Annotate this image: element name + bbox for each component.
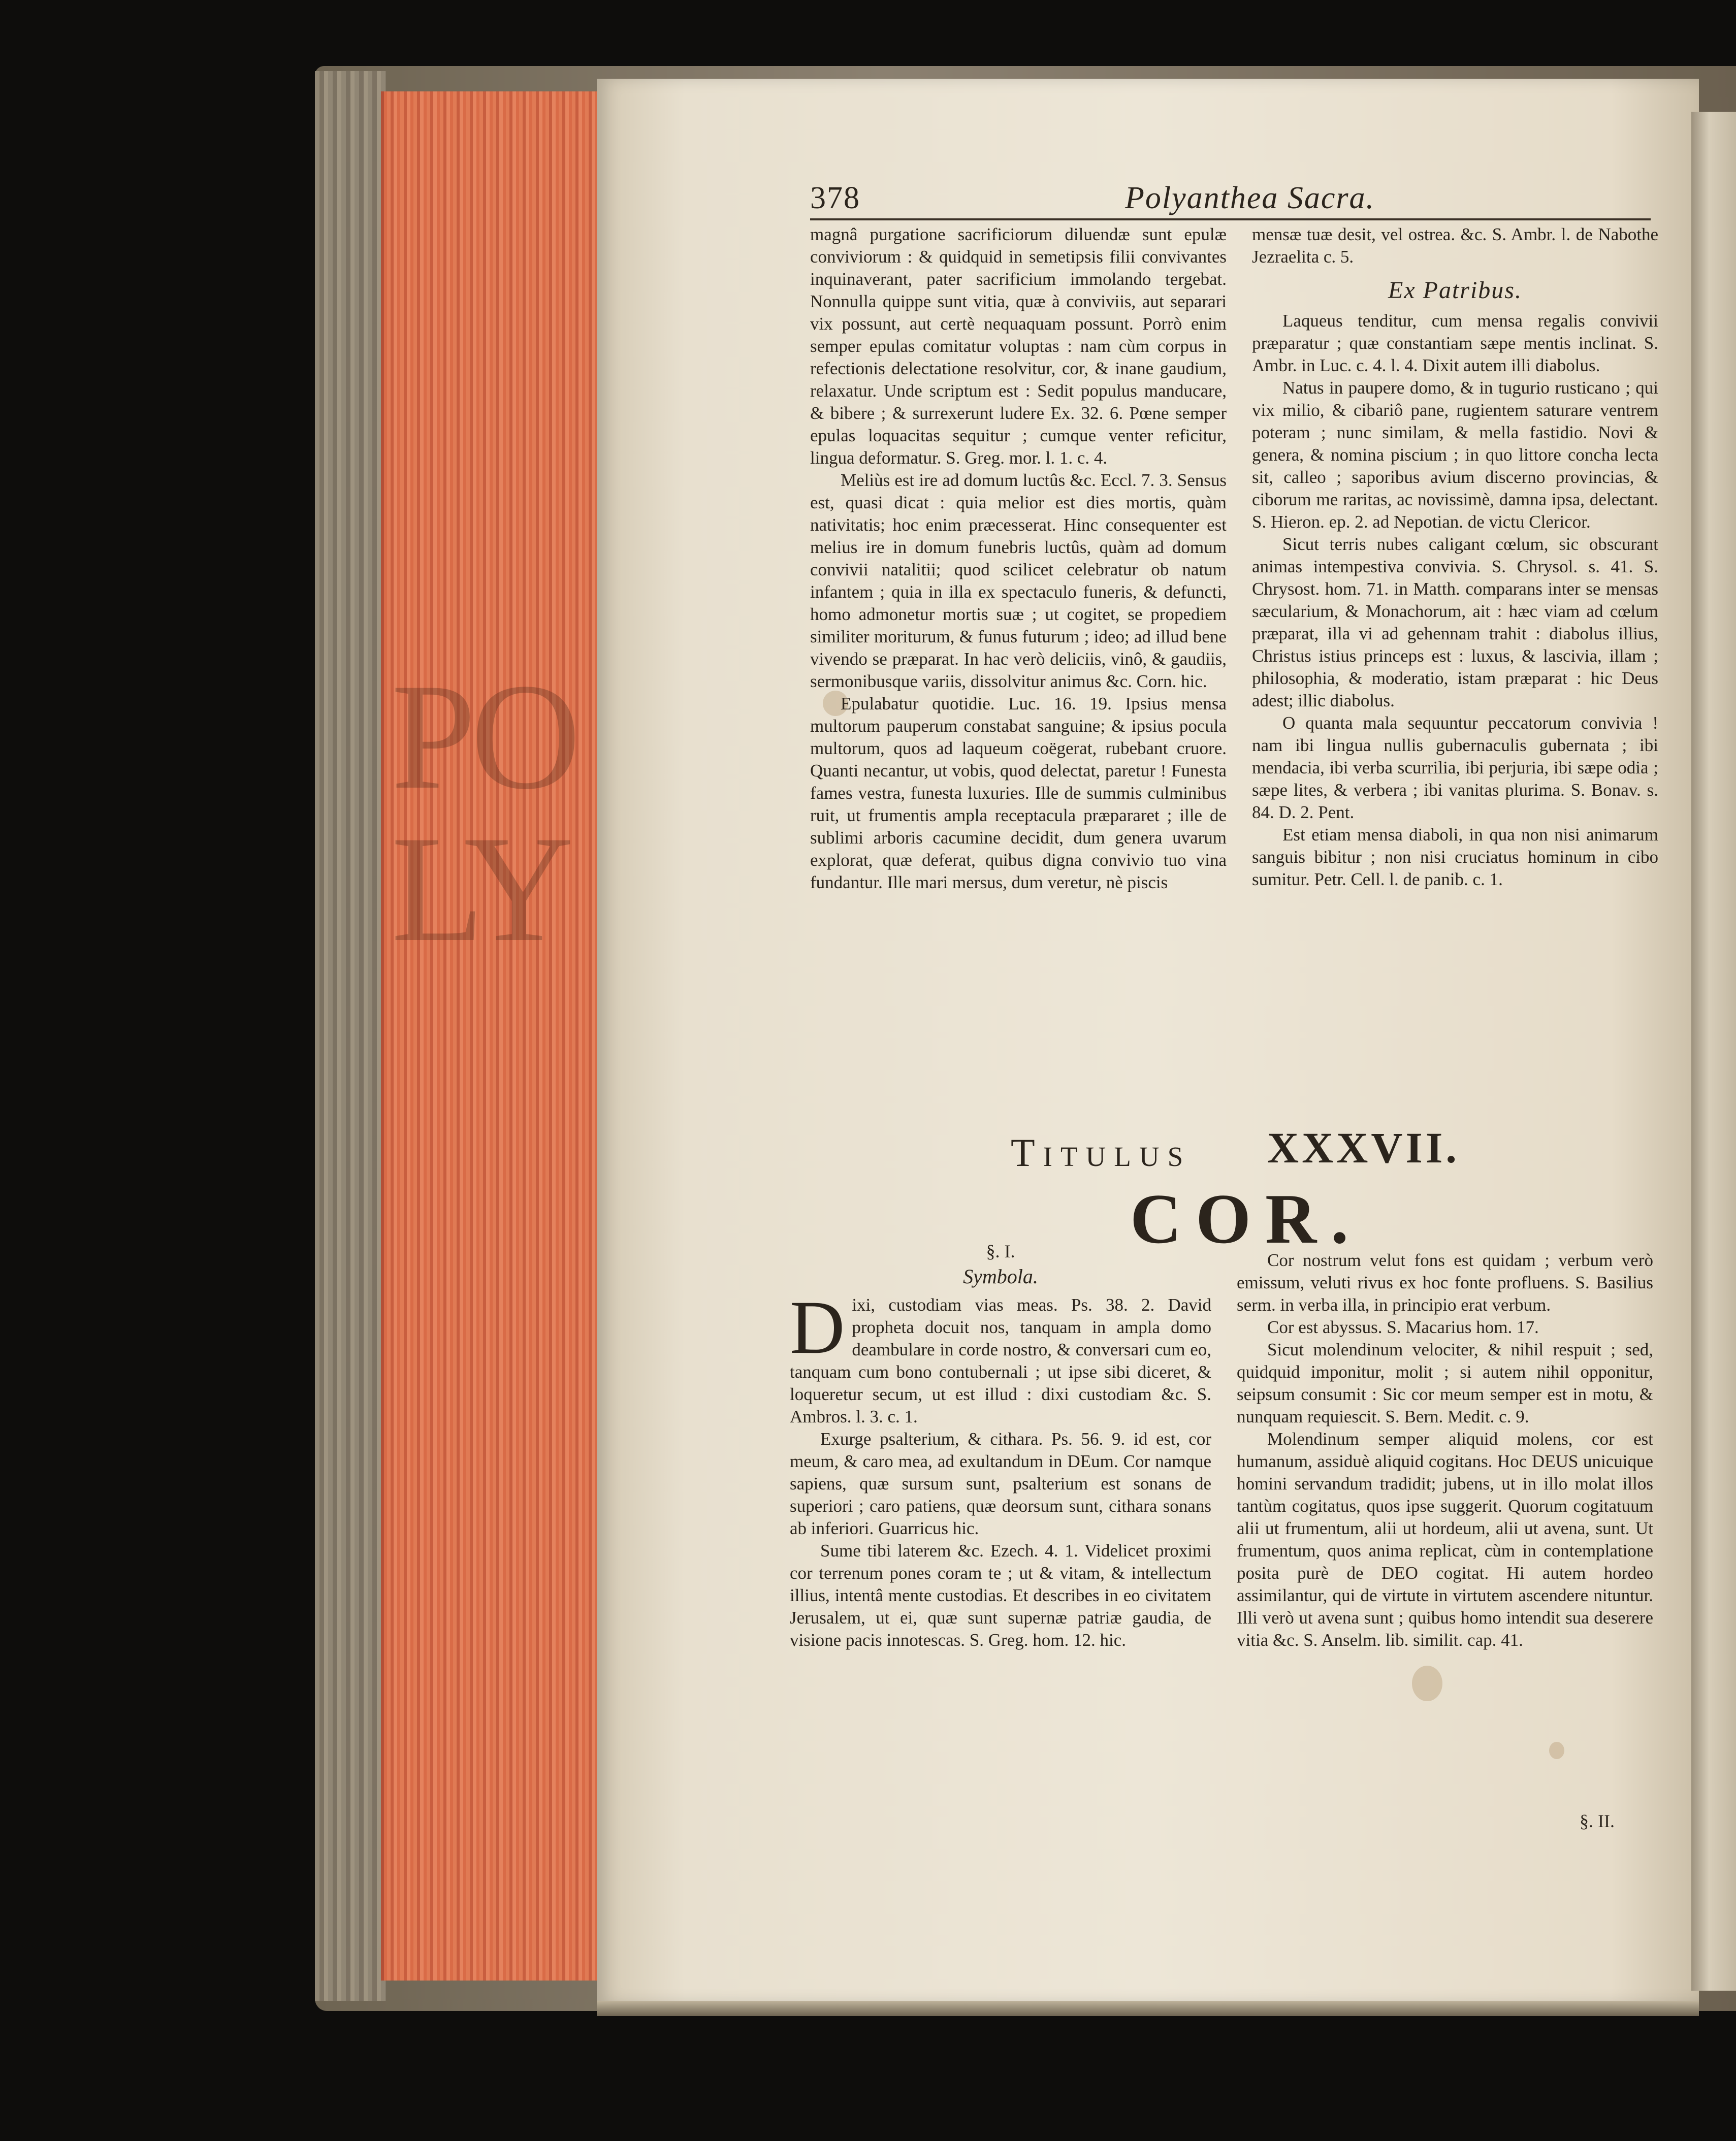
paragraph: Laqueus tenditur, cum mensa regalis convivii præparatur ; quæ constantiam sæpe mentis inclinat. S. Ambr. in Luc. c. 4. l. 4. Dixit autem illi diabolus. (1252, 311, 1658, 375)
page-bottom-edge (597, 2001, 1699, 2016)
paragraph: Est etiam mensa diaboli, in qua non nisi animarum sanguis bibitur ; non nisi cruciatus hominum in cibo sumitur. Petr. Cell. l. de panib. c. 1. (1252, 825, 1658, 889)
fore-edge-lettering: PO LY (391, 652, 576, 973)
paragraph: magnâ purgatione sacrificiorum diluendæ sunt epulæ conviviorum : & quidquid in semetipsis filii convivantes inquinaverant, pater sacrificium immolando tergebat. Nonnulla quippe sunt vitia, quæ à conviviis, aut separari vix possunt, aut certè nequaquam possunt. Porrò enim semper epulas comitatur voluptas : nam cùm corpus in refectionis delectatione resolvitur, cor, & inane gaudium, relaxatur. Unde scriptum est : Sedit populus manducare, & bibere ; & surrexerunt ludere Ex. 32. 6. Pœne semper epulas loquacitas sequitur ; cumque venter reficitur, lingua deformatur. S. Greg. mor. l. 1. c. 4. (810, 224, 1227, 468)
left-column-bottom (790, 1239, 1211, 1798)
section-heading: Ex Patribus. (1388, 277, 1522, 304)
left-column-top (810, 223, 1227, 1132)
paragraph: Dixi, custodiam vias meas. Ps. 38. 2. David propheta docuit nos, tanquam in ampla domo deambulare in corde nostro, & conversari cum eo, tanquam cum bono contubernali ; ut ipse sibi diceret, & loqueretur secum, ut est illud : dixi custodiam &c. S. Ambros. l. 3. c. 1. (790, 1285, 1211, 1426)
paragraph: Molendinum semper aliquid molens, cor est humanum, assiduè aliquid cogitans. Hoc DEUS unicuique homini servandum tradidit; jubens, ut in illo molat illos tantùm cogitatus, quos ipse suggerit. Quorum cogitatuum alii ut frumentum, alii ut hordeum, alii ut avena, sunt. Ut frumentum, quos anima replicat, cùm in contemplatione posita purè de DEO cogitat. Hi autem hordeo assimilantur, qui de virtute in virtutem ascendere nituntur. Illi verò ut avena sunt ; quibus homo intendit sua deserere vitia &c. S. Anselm. lib. similit. cap. 41. (1237, 1429, 1653, 1650)
right-column-bottom (1237, 1249, 1653, 1818)
paragraph: O quanta mala sequuntur peccatorum convivia ! nam ibi lingua nullis gubernaculis gubernata ; ibi mendacia, ibi verba scurrilia, ibi perjuria, ibi sæpe odia ; sæpe lites, & verbera ; ibi vanitas plurima. S. Bonav. s. 84. D. 2. Pent. (1252, 713, 1658, 822)
section-number: §. I. (986, 1241, 1015, 1261)
page-number: 378 (810, 181, 860, 215)
paragraph: Meliùs est ire ad domum luctûs &c. Eccl. 7. 3. Sensus est, quasi dicat : quia melior est dies mortis, quàm nativitatis; hoc enim præcesserat. Hinc consequenter est melius ire in domum funebris luctûs, quàm ad domum convivii natalitii; quod scilicet celebratur ob natum infantem ; quia in illa ex spectaculo funeris, & defuncti, homo admonetur mortis suæ ; ut cogitet, se propediem similiter moriturum, & funus futurum ; ideo; ad illud bene vivendo se præparat. In hac verò deliciis, vinô, & gaudiis, sermonibusque variis, dissolvitur animus &c. Corn. hic. (810, 470, 1227, 691)
paragraph: Cor nostrum velut fons est quidam ; verbum verò emissum, veluti rivus ex hoc fonte profluens. S. Basilius serm. in verba illa, in principio erat verbum. (1237, 1250, 1653, 1315)
drop-cap: D (790, 1285, 845, 1370)
paragraph: Sicut terris nubes caligant cœlum, sic obscurant animas intempestiva convivia. S. Chrysol. s. 41. S. Chrysost. hom. 71. in Matth. comparans inter se mensas sæcularium, & Monachorum, ait : hæc viam ad cœlum præparat, illa vi ad gehennam trahit : diabolus illius, Christus istius princeps est : luxus, & lascivia, illam ; philosophia, & moderatio, istam præparat : hic Deus adest; illic diabolus. (1252, 534, 1658, 710)
running-head: Polyanthea Sacra. (1125, 181, 1375, 215)
red-fore-edge (381, 91, 597, 1981)
paragraph: Sicut molendinum velociter, & nihil respuit ; sed, quidquid imponitur, molit ; si autem nihil opponitur, seipsum consumit : Sic cor meum semper est in motu, & nunquam requiescit. S. Bern. Medit. c. 9. (1237, 1340, 1653, 1426)
right-column-top (1252, 223, 1658, 1097)
paragraph: Cor est abyssus. S. Macarius hom. 17. (1267, 1317, 1539, 1337)
paragraph: Exurge psalterium, & cithara. Ps. 56. 9. id est, cor meum, & caro mea, ad exultandum in DEum. Cor namque sapiens, quæ sursum sunt, psalterium est sonans de superiori ; caro patiens, quæ deorsum sunt, cithara sonans ab inferiori. Guarricus hic. (790, 1429, 1211, 1538)
chapter-title: COR. (1130, 1180, 1363, 1258)
header-rule (810, 218, 1651, 220)
paragraph: Sume tibi laterem &c. Ezech. 4. 1. Videlicet proximi cor terrenum pones coram te ; ut & vitam, & intellectum illius, intentâ mente custodias. Et describes in eo civitatem Jerusalem, ut ei, quæ sunt supernæ patriæ gaudia, de visione pacis innotescas. S. Greg. hom. 12. hic. (790, 1541, 1211, 1650)
catchword: §. II. (1580, 1811, 1615, 1831)
paragraph: Natus in paupere domo, & in tugurio rusticano ; qui vix milio, & cibariô pane, rugientem saturare ventrem poteram ; nunc similam, & mella fastidio. Novi & genera, & nomina piscium ; in quo littore concha lecta sit, calleo ; saporibus avium discerno provincias, & ciborum me raritas, ac novissimè, damna ipsa, delectant. S. Hieron. ep. 2. ad Nepotian. de victu Clericor. (1252, 378, 1658, 532)
section-heading: Symbola. (963, 1265, 1038, 1288)
title-number: XXXVII. (1267, 1123, 1460, 1172)
book-spine-edge (315, 71, 386, 2001)
facing-page-edge (1691, 112, 1736, 1991)
page-header (810, 180, 1651, 215)
title-label: Titulus (1011, 1130, 1192, 1175)
paragraph: mensæ tuæ desit, vel ostrea. &c. S. Ambr. l. de Nabothe Jezraelita c. 5. (1252, 224, 1658, 267)
paragraph: Epulabatur quotidie. Luc. 16. 19. Ipsius mensa multorum pauperum constabat sanguine; & ipsius pocula multorum, quos ad laqueum coëgerat, rubebant cruore. Quanti necantur, ut vobis, quod delectat, paretur ! Funesta fames vestra, funesta luxuries. Ille de summis culminibus ruit, ut frumentis ampla receptacula præpararet ; ille de sublimi arboris cacumine decidit, dum genera uvarum explorat, quæ deferat, quibus digna convivio tuo vina fundantur. Ille mari mersus, dum veretur, nè piscis (810, 694, 1227, 892)
